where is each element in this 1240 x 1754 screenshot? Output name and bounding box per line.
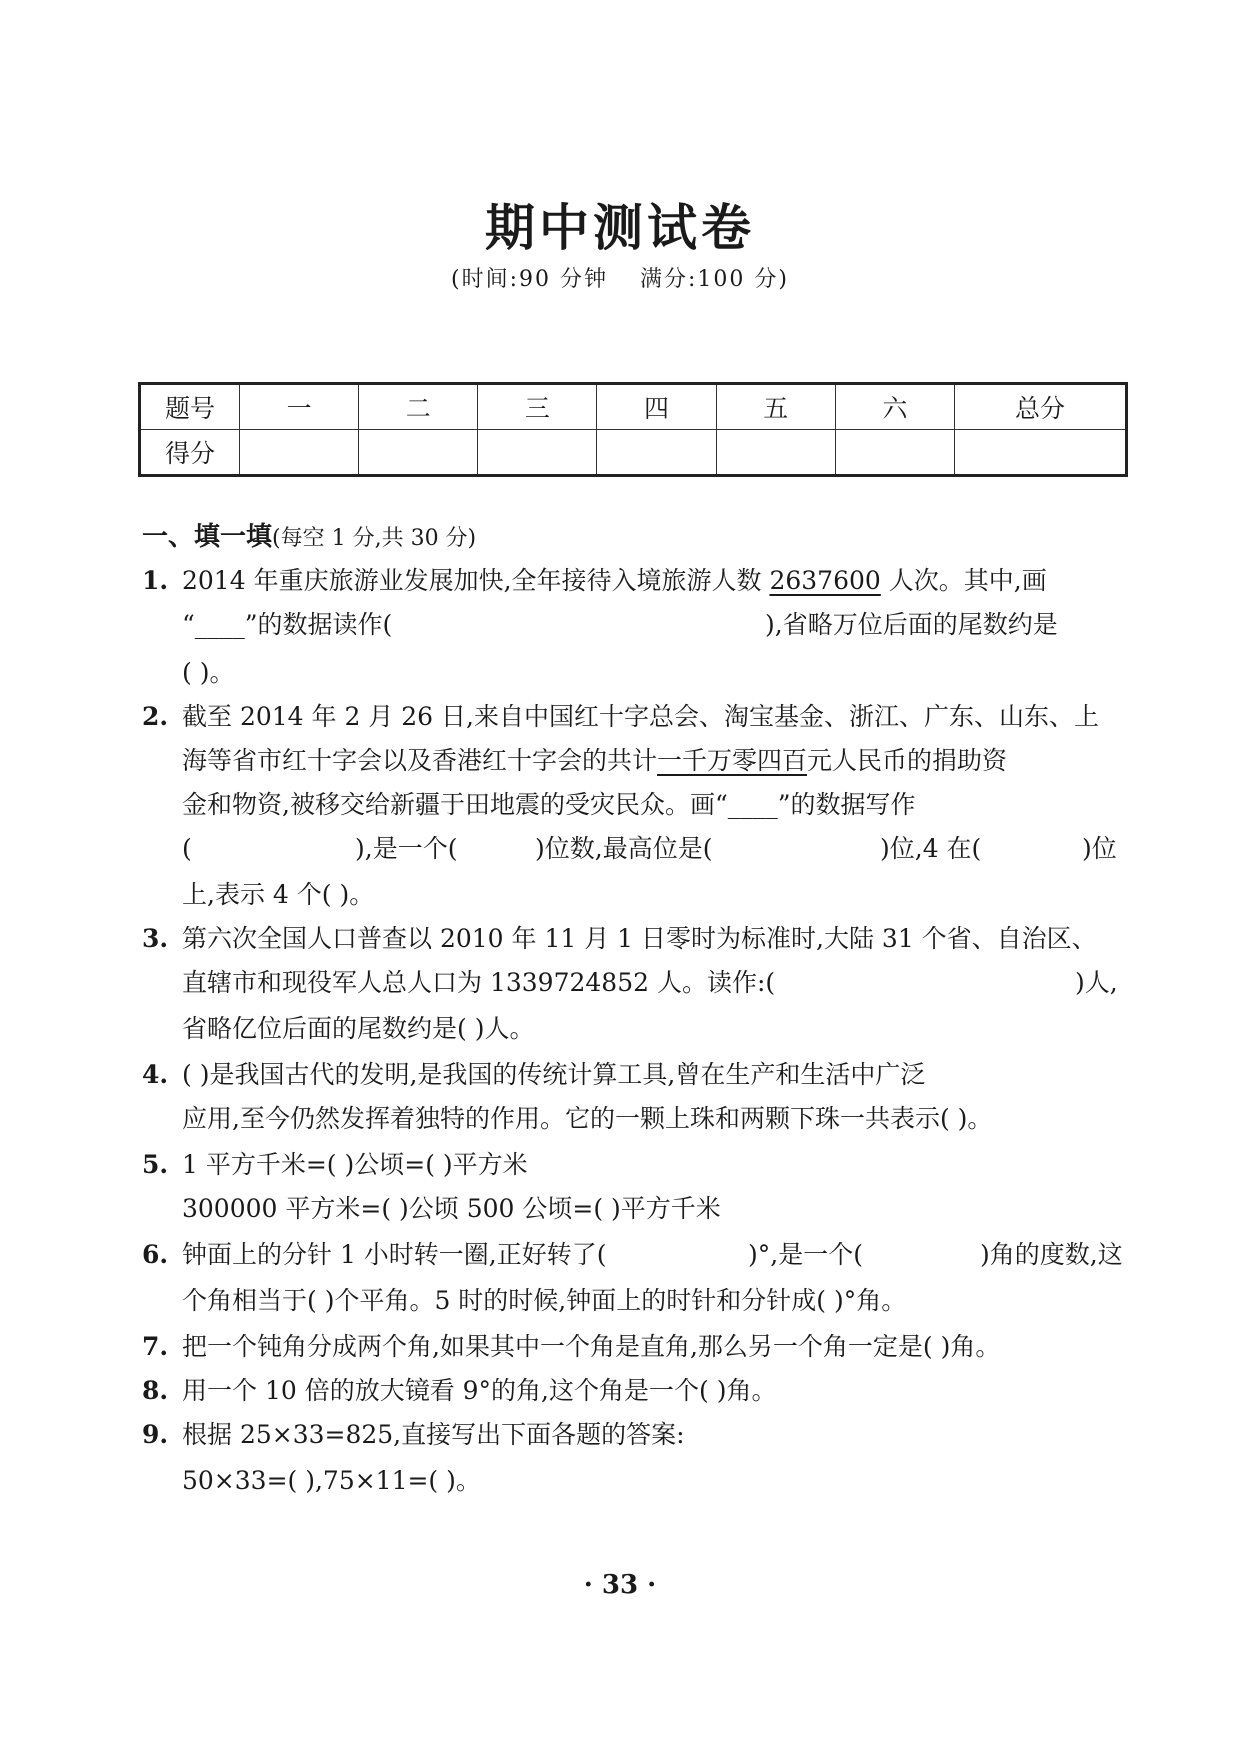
question-text: 2014 年重庆旅游业发展加快,全年接待入境旅游人数 <box>182 566 770 595</box>
question-line <box>182 568 1047 593</box>
question-text: 元人民币的捐助资 <box>807 746 1008 775</box>
col-header-4: 四 <box>597 384 716 430</box>
col-header-6: 六 <box>835 384 954 430</box>
time-limit: (时间:90 分钟 <box>451 267 608 292</box>
score-cell-2[interactable] <box>359 430 478 476</box>
question-line: 根据 25×33=825,直接写出下面各题的答案: <box>182 1420 685 1449</box>
question-line: 截至 2014 年 2 月 26 日,来自中国红十字总会、淘宝基金、浙江、广东、山东、上 <box>182 702 1099 731</box>
underlined-number: 一千万零四百 <box>657 746 808 775</box>
page-number: · 33 · <box>583 1570 657 1600</box>
question-line: )人, <box>1075 968 1118 997</box>
question-line: 把一个钝角分成两个角,如果其中一个角是直角,那么另一个角一定是( )角。 <box>182 1332 1001 1361</box>
page-title: 期中测试卷 <box>485 198 755 257</box>
col-header-2: 二 <box>359 384 478 430</box>
question-number: 7. <box>142 1332 169 1361</box>
question-number: 2. <box>142 702 169 731</box>
col-header-1: 一 <box>240 384 359 430</box>
question-line: 300000 平方米=( )公顷 500 公顷=( )平方千米 <box>182 1194 721 1223</box>
score-cell-5[interactable] <box>716 430 835 476</box>
col-header-3: 三 <box>478 384 597 430</box>
score-table-score-row <box>140 430 1127 476</box>
section-name: 一、填一填 <box>142 522 273 552</box>
question-text: 海等省市红十字会以及香港红十字会的共计 <box>182 746 658 775</box>
question-line: ( <box>182 834 192 863</box>
question-line: 直辖市和现役军人总人口为 1339724852 人。读作:( <box>182 968 776 997</box>
score-cell-3[interactable] <box>478 430 597 476</box>
question-line: 个角相当于( )个平角。5 时的时候,钟面上的时针和分针成( )°角。 <box>182 1286 907 1315</box>
question-line: )角的度数,这 <box>980 1240 1123 1269</box>
question-number: 9. <box>142 1420 169 1449</box>
underlined-number: 2637600 <box>769 566 881 595</box>
question-line: 用一个 10 倍的放大镜看 9°的角,这个角是一个( )角。 <box>182 1376 777 1405</box>
question-text: “____”的数据读作( <box>182 610 393 639</box>
question-line: 金和物资,被移交给新疆于田地震的受灾民众。画“____”的数据写作 <box>182 790 916 819</box>
question-line: 钟面上的分针 1 小时转一圈,正好转了( <box>182 1240 607 1269</box>
question-line: 1 平方千米=( )公顷=( )平方米 <box>182 1150 528 1179</box>
question-line: )°,是一个( <box>748 1240 863 1269</box>
score-cell-6[interactable] <box>835 430 954 476</box>
section-note: (每空 1 分,共 30 分) <box>272 526 477 551</box>
score-table-header-row <box>140 384 1127 430</box>
full-score: 满分:100 分) <box>640 267 789 292</box>
col-header-5: 五 <box>716 384 835 430</box>
question-line: ),是一个( <box>355 834 458 863</box>
question-line: 50×33=( ),75×11=( )。 <box>182 1466 481 1495</box>
section-heading <box>142 516 476 553</box>
question-line: 应用,至今仍然发挥着独特的作用。它的一颗上珠和两颗下珠一共表示( )。 <box>182 1104 993 1133</box>
question-line: 第六次全国人口普查以 2010 年 11 月 1 日零时为标准时,大陆 31 个省、自治区、 <box>182 924 1097 953</box>
score-cell-total[interactable] <box>955 430 1127 476</box>
question-number: 3. <box>142 924 169 953</box>
question-line: 省略亿位后面的尾数约是( )人。 <box>182 1014 535 1043</box>
question-line <box>182 612 392 637</box>
question-number: 8. <box>142 1376 169 1405</box>
question-number: 1. <box>142 566 169 595</box>
question-number: 4. <box>142 1060 169 1089</box>
question-line <box>182 748 1007 773</box>
question-line <box>765 612 1058 637</box>
score-cell-4[interactable] <box>597 430 716 476</box>
page-subtitle <box>0 262 1240 293</box>
score-label: 得分 <box>140 430 240 476</box>
total-header: 总分 <box>955 384 1127 430</box>
question-number-label: 题号 <box>140 384 240 430</box>
question-line: ( )是我国古代的发明,是我国的传统计算工具,曾在生产和生活中广泛 <box>182 1060 926 1089</box>
question-line: )位数,最高位是( <box>535 834 713 863</box>
question-line: )位 <box>1082 834 1117 863</box>
question-text: ),省略万位后面的尾数约是 <box>765 610 1058 639</box>
question-text: 人次。其中,画 <box>880 566 1047 595</box>
question-number: 5. <box>142 1150 169 1179</box>
question-number: 6. <box>142 1240 169 1269</box>
score-cell-1[interactable] <box>240 430 359 476</box>
question-line: )位,4 在( <box>880 834 982 863</box>
score-table <box>138 382 1128 477</box>
question-line: 上,表示 4 个( )。 <box>182 880 375 909</box>
question-line: ( )。 <box>182 658 235 687</box>
